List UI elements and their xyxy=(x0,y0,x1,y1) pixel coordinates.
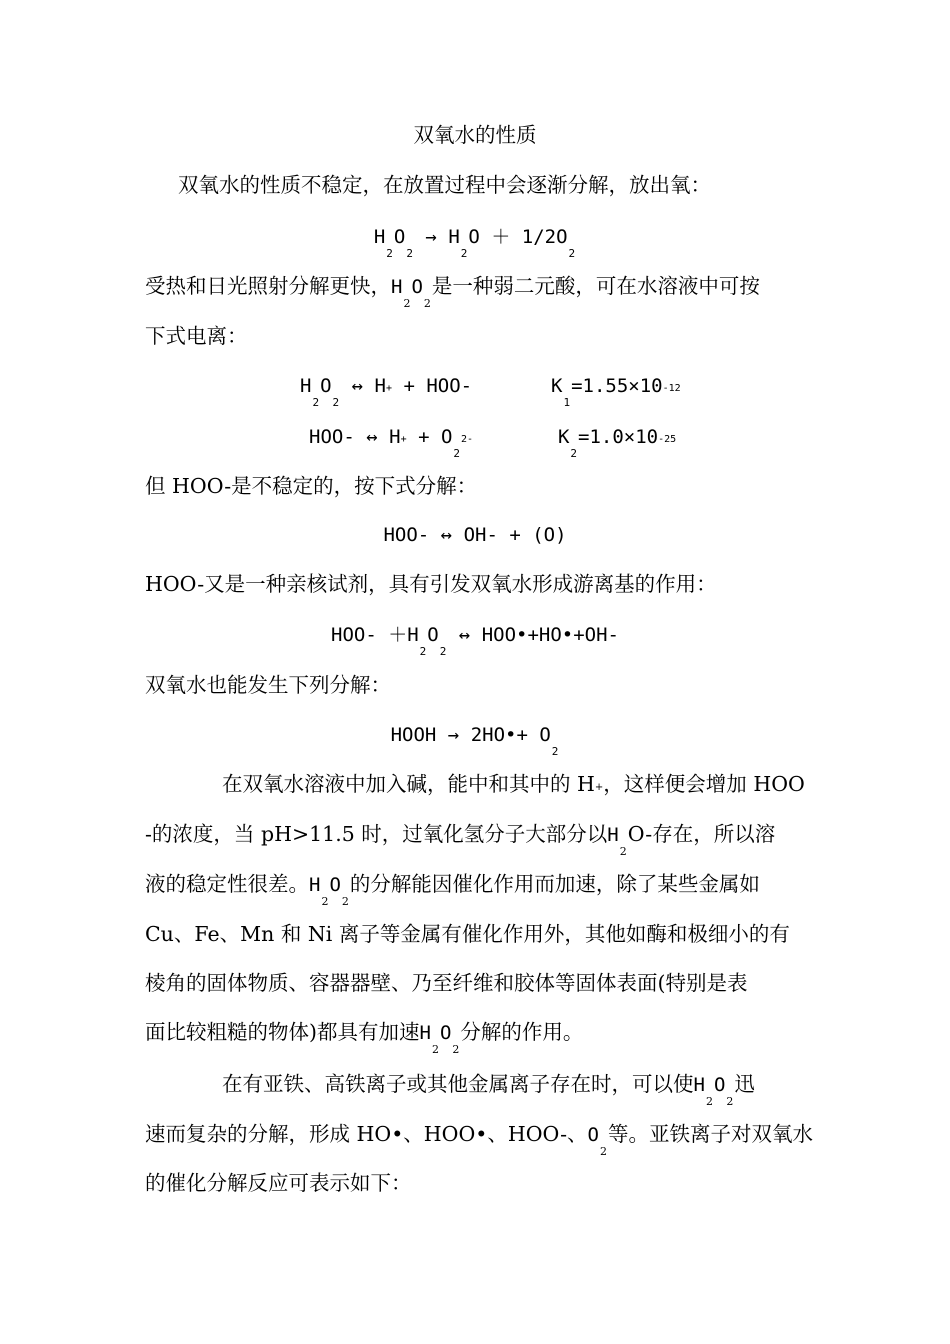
eq3-kexp: -25 xyxy=(658,434,677,445)
arrow-icon: → xyxy=(425,226,437,248)
eq3-o: + O xyxy=(418,426,453,448)
eq3-charge: 2- xyxy=(461,434,474,445)
eq3-sup: + xyxy=(400,434,407,445)
eq2-sub1: 2 xyxy=(312,396,320,409)
p8-h: H xyxy=(607,824,619,846)
eq6-hooh: HOOH xyxy=(390,724,437,746)
p9-o: O xyxy=(329,874,341,896)
double-arrow-icon: ↔ xyxy=(440,524,453,546)
eq2-h-ion: H xyxy=(374,375,386,397)
equation-radical xyxy=(0,621,950,658)
eq2-kexp: -12 xyxy=(662,383,681,394)
p8-sub: 2 xyxy=(619,845,627,858)
eq3-k: K xyxy=(557,426,570,448)
eq3-kvalue: =1.0×10 xyxy=(578,426,659,448)
p7-text-b: ，这样便会增加 HOO xyxy=(603,772,805,796)
p7-text-a: 在双氧水溶液中加入碱，能中和其中的 H xyxy=(222,772,595,796)
double-arrow-icon: ↔ xyxy=(366,426,378,448)
paragraph-alkali-line3 xyxy=(145,870,760,908)
paragraph-metal-line2 xyxy=(145,1120,813,1158)
eq1-h: H xyxy=(373,226,386,248)
p8-text-a: -的浓度，当 pH>11.5 时，过氧化氢分子大部分以 xyxy=(145,822,608,846)
p9-text-a: 液的稳定性很差。 xyxy=(145,872,309,896)
p9-sub2: 2 xyxy=(341,895,349,908)
eq1-half-o: 1/2O xyxy=(521,226,568,248)
eq4-products: OH- + (O) xyxy=(463,524,567,546)
p13-sub2: 2 xyxy=(726,1095,734,1108)
p12-o: O xyxy=(439,1022,452,1044)
paragraph-ionization: 下式电离： xyxy=(145,324,248,348)
p2-sub1: 2 xyxy=(403,297,411,310)
eq2-o: O xyxy=(320,375,332,397)
eq3-sub: 2 xyxy=(453,447,461,460)
paragraph-heat xyxy=(145,272,760,310)
p14-text-a: 速而复杂的分解，形成 HO•、HOO•、HOO-、 xyxy=(145,1122,588,1146)
p13-text-a: 在有亚铁、高铁离子或其他金属离子存在时，可以使 xyxy=(222,1072,694,1096)
paragraph-metal-line3: 的催化分解反应可表示如下： xyxy=(145,1171,412,1195)
p12-sub2: 2 xyxy=(452,1043,460,1056)
equation-hoo-decomposition xyxy=(0,521,950,549)
p14-o: O xyxy=(587,1124,599,1146)
p9-text-b: 的分解能因催化作用而加速，除了某些金属如 xyxy=(349,872,760,896)
paragraph-other-decomposition: 双氧水也能发生下列分解： xyxy=(145,673,391,697)
eq6-products: 2HO•+ O xyxy=(470,724,551,746)
paragraph-alkali-line1 xyxy=(222,770,805,803)
p12-sub1: 2 xyxy=(431,1043,439,1056)
eq3-hoo: HOO- xyxy=(309,426,355,448)
eq2-kvalue: =1.55×10 xyxy=(571,375,663,397)
eq2-hoo: + HOO- xyxy=(403,375,473,397)
p8-text-b: O-存在，所以溶 xyxy=(627,822,776,846)
paragraph-nucleophile: HOO-又是一种亲核试剂，具有引发双氧水形成游离基的作用： xyxy=(145,572,717,596)
eq1-sub4: 2 xyxy=(568,247,576,260)
paragraph-metal-line1 xyxy=(222,1070,755,1108)
eq2-h: H xyxy=(300,375,312,397)
eq5-o: O xyxy=(427,624,439,646)
eq3-ksub: 2 xyxy=(570,447,578,460)
p2-text-b: 是一种弱二元酸，可在水溶液中可按 xyxy=(431,274,760,298)
p13-text-b: 迅 xyxy=(734,1072,755,1096)
eq1-o: O xyxy=(393,226,406,248)
double-arrow-icon: ↔ xyxy=(458,624,471,646)
p7-sup: + xyxy=(594,782,604,793)
paragraph-alkali-line5: 棱角的固体物质、容器器壁、乃至纤维和胶体等固体表面(特别是表 xyxy=(145,971,748,995)
eq1-h2: H xyxy=(448,226,460,248)
p13-o: O xyxy=(713,1074,726,1096)
p14-text-b: 等。亚铁离子对双氧水 xyxy=(608,1122,813,1146)
eq1-plus: ＋ xyxy=(491,226,511,248)
arrow-icon: → xyxy=(447,724,460,746)
p2-h: H xyxy=(391,276,403,298)
p2-sub2: 2 xyxy=(423,297,431,310)
equation-ionization-2 xyxy=(309,423,677,460)
eq5-products: HOO•+HO•+OH- xyxy=(481,624,619,646)
eq2-k: K xyxy=(551,375,563,397)
document-title: 双氧水的性质 xyxy=(413,123,537,147)
p12-text-b: 分解的作用。 xyxy=(460,1020,584,1044)
paragraph-intro: 双氧水的性质不稳定，在放置过程中会逐渐分解，放出氧： xyxy=(178,173,711,197)
paragraph-alkali-line2 xyxy=(145,820,776,858)
eq1-sub1: 2 xyxy=(386,247,393,260)
p14-sub: 2 xyxy=(600,1145,607,1158)
eq1-o2: O xyxy=(468,226,480,248)
eq2-sub2: 2 xyxy=(332,396,340,409)
equation-hooh xyxy=(0,721,950,758)
eq1-sub3: 2 xyxy=(460,247,468,260)
p12-text-a: 面比较粗糙的物体)都具有加速 xyxy=(145,1020,420,1044)
paragraph-unstable: 但 HOO-是不稳定的，按下式分解： xyxy=(145,474,478,498)
p9-h: H xyxy=(309,874,321,896)
p12-h: H xyxy=(419,1022,431,1044)
double-arrow-icon: ↔ xyxy=(351,375,364,397)
eq5-reactants: HOO- ＋H xyxy=(331,624,419,646)
p13-sub1: 2 xyxy=(705,1095,713,1108)
eq4-hoo: HOO- xyxy=(383,524,430,546)
eq2-sup: + xyxy=(385,383,392,394)
equation-ionization-1 xyxy=(300,372,681,409)
paragraph-alkali-line4: Cu、Fe、Mn 和 Ni 离子等金属有催化作用外，其他如酶和极细小的有 xyxy=(145,922,790,946)
p2-text-a: 受热和日光照射分解更快， xyxy=(145,274,391,298)
p9-sub1: 2 xyxy=(321,895,329,908)
eq2-ksub: 1 xyxy=(563,396,571,409)
paragraph-alkali-line6 xyxy=(145,1018,584,1056)
eq6-sub: 2 xyxy=(551,745,559,758)
eq1-sub2: 2 xyxy=(406,247,413,260)
eq5-sub2: 2 xyxy=(439,645,447,658)
p2-o: O xyxy=(411,276,423,298)
eq5-sub1: 2 xyxy=(419,645,427,658)
p13-h: H xyxy=(693,1074,705,1096)
eq3-h-ion: H xyxy=(389,426,401,448)
equation-decomposition xyxy=(0,223,950,260)
